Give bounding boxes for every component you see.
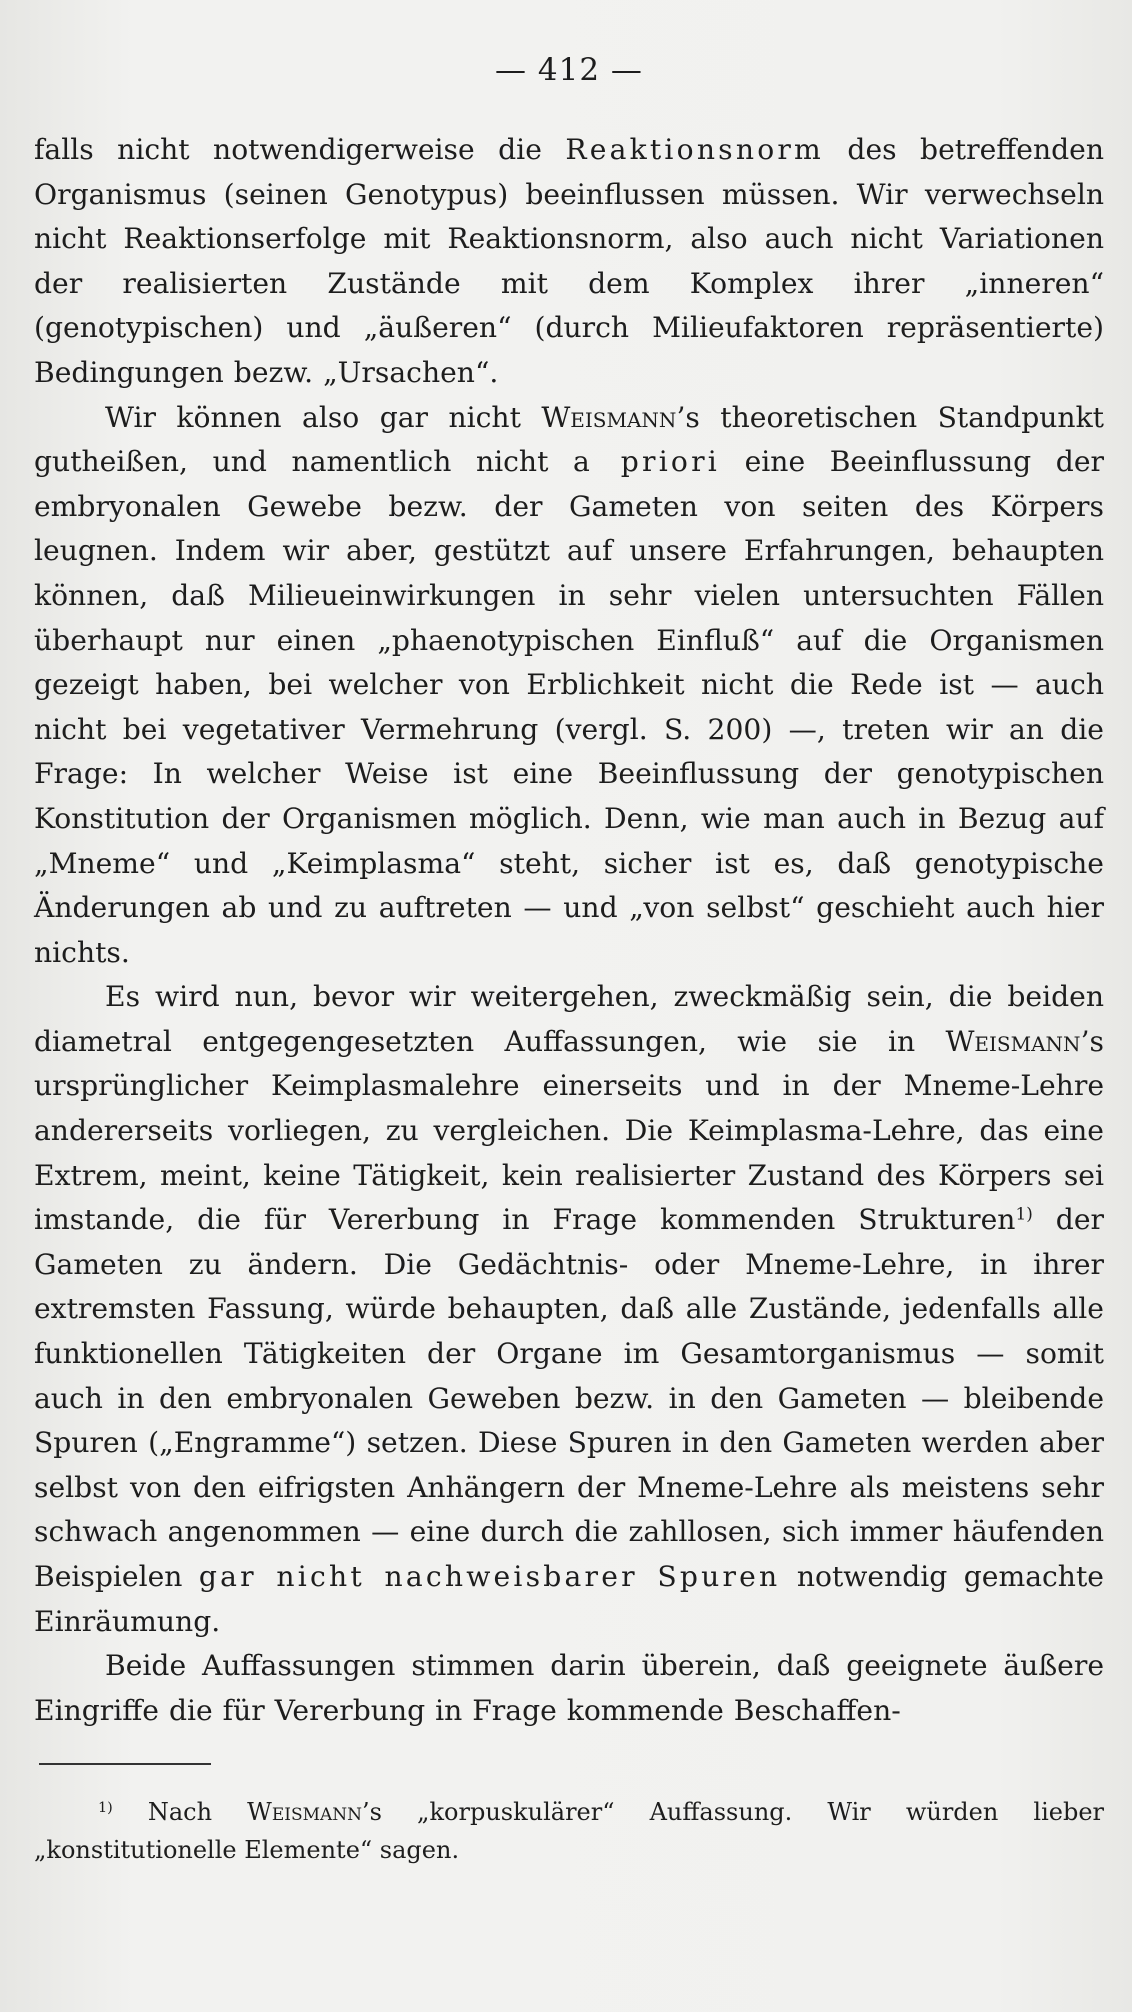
text-run: ’s theoretischen Standpunkt gutheißen, und namentlich nicht	[34, 400, 1104, 479]
text-run: Nach	[112, 1798, 248, 1827]
footnote	[34, 1793, 1104, 1869]
text-run: Wir können also gar nicht	[105, 400, 542, 434]
text-run: des betreffenden Organismus (seinen Genotypus) beeinflussen müssen. Wir verwechseln nicht Reaktionserfolge mit Reaktionsnorm, also auch nicht Variationen der realisierten Zustände mit dem Komplex ihrer „inneren“ (genotypischen) und „äußeren“ (durch Milieufaktoren repräsentierte) Bedingungen bezw. „Ursachen“.	[34, 133, 1104, 389]
footnote-marker: 1)	[98, 1800, 113, 1817]
text-run: falls nicht notwendigerweise die	[34, 133, 566, 166]
emphasis-spaced: Reaktionsnorm	[565, 133, 824, 166]
paragraph-p2	[34, 396, 1104, 976]
page-number: — 412 —	[495, 52, 643, 88]
text-run: Beide Auffassungen stimmen darin überein, daß geeignete äußere Eingriffe die für Vererbung in Frage kommende Beschaffen-	[34, 1649, 1104, 1727]
emphasis-spaced: a priori	[573, 445, 720, 479]
text-run: eine Beeinflussung der embryonalen Gewebe bezw. der Gameten von seiten des Körpers leugnen. Indem wir aber, gestützt auf unsere Erfahrungen, behaupten können, daß Milieueinwirkungen in sehr vielen untersuchten Fällen überhaupt nur einen „phaenotypischen Einfluß“ auf die Organismen gezeigt haben, bei welcher von Erblichkeit nicht die Rede ist — auch nicht bei vegetativer Vermehrung (vergl. S. 200) —, treten wir an die Frage: In welcher Weise ist eine Beeinflussung der genotypischen Konstitution der Organismen möglich. Denn, wie man auch in Bezug auf „Mneme“ und „Keimplasma“ steht, sicher ist es, daß genotypische Änderungen ab und zu auftreten — und „von selbst“ geschieht auch hier nichts.	[34, 445, 1104, 969]
text-run: ’s ursprünglicher Keimplasmalehre einerseits und in der Mneme-Lehre andererseits vorliegen, zu vergleichen. Die Keimplasma-Lehre, das eine Extrem, meint, keine Tätigkeit, kein realisierter Zustand des Körpers sei imstande, die für Vererbung in Frage kommenden Strukturen	[34, 1024, 1104, 1237]
emphasis-spaced: gar nicht nachweisbarer Spuren	[198, 1560, 781, 1593]
text-run: notwendig gemachte Einräumung.	[34, 1560, 1104, 1638]
footnote-marker: 1)	[1015, 1203, 1033, 1224]
paragraph-p1	[34, 128, 1104, 396]
author-name-smallcaps: Weismann	[247, 1798, 363, 1827]
paragraph-p4	[34, 1644, 1104, 1733]
text-run: der Gameten zu ändern. Die Gedächtnis- oder Mneme-Lehre, in ihrer extremsten Fassung, würde behaupten, daß alle Zustände, jedenfalls alle funktionellen Tätigkeiten der Organe im Gesamtorganismus — somit auch in den embryonalen Geweben bezw. in den Gameten — bleibende Spuren („Engramme“) setzen. Diese Spuren in den Gameten werden aber selbst von den eifrigsten Anhängern der Mneme-Lehre als meistens sehr schwach angenommen — eine durch die zahllosen, sich immer häufenden Beispielen	[34, 1203, 1104, 1593]
footnote-divider	[39, 1763, 211, 1765]
text-run: ’s „korpuskulärer“ Auffassung. Wir würden lieber „konstitutionelle Elemente“ sagen.	[34, 1798, 1104, 1865]
paragraph-p3	[34, 975, 1104, 1644]
author-name-smallcaps: Weismann	[541, 400, 677, 434]
author-name-smallcaps: Weismann	[945, 1024, 1081, 1058]
body-text	[34, 128, 1104, 1733]
text-run: Es wird nun, bevor wir weitergehen, zweckmäßig sein, die beiden diametral entgegengesetzten Auffassungen, wie sie in	[34, 980, 1104, 1058]
